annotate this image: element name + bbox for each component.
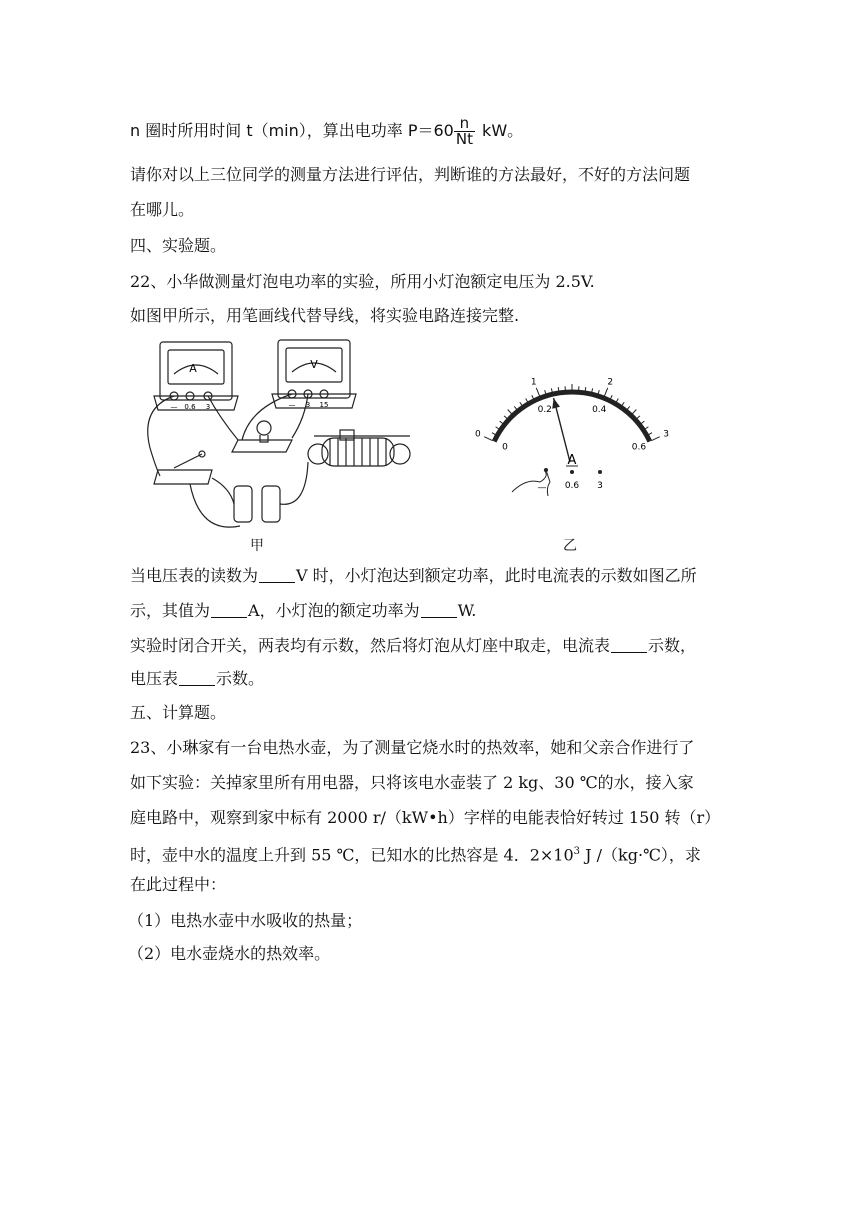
figure-caption-yi: 乙 — [563, 538, 577, 554]
dial-tick — [492, 433, 495, 435]
voltmeter-blank[interactable] — [179, 669, 215, 686]
dial-tick — [496, 427, 499, 429]
bulb — [257, 421, 271, 435]
voltmeter-term-1: 3 — [305, 401, 311, 409]
knife-switch — [154, 470, 212, 484]
dial-tick — [536, 388, 539, 396]
question-23-part-1: （1）电热水壶中水吸收的热量； — [128, 911, 363, 930]
q22e-text-b: 示数， — [648, 636, 697, 655]
ammeter-term-2: 3 — [205, 403, 211, 411]
evaluate-line-2: 在哪儿。 — [130, 200, 195, 219]
fraction-numerator: n — [454, 116, 475, 132]
ammeter-dial-figure — [475, 350, 670, 510]
dial-tick — [604, 388, 607, 396]
q22f-text-a: 电压表 — [130, 669, 179, 688]
q22d-text-c: W. — [457, 601, 477, 620]
dial-term-1: 0.6 — [564, 481, 580, 491]
circuit-apparatus-figure — [130, 338, 430, 538]
question-23-line-5: 在此过程中： — [130, 875, 227, 894]
dial-tick — [585, 387, 586, 391]
voltmeter-letter: V — [310, 358, 318, 371]
current-blank[interactable] — [211, 601, 247, 618]
section-heading-calculation: 五、计算题。 — [130, 703, 227, 722]
dial-top-label: 1 — [530, 377, 537, 388]
question-22-blank-line-1 — [130, 566, 697, 586]
figure-caption-jia: 甲 — [250, 538, 264, 554]
question-22-blank-line-2 — [130, 601, 476, 621]
ammeter-term-0: — — [170, 403, 178, 411]
ammeter-blank[interactable] — [611, 636, 647, 653]
q23d-text-b: J /（kg·℃），求 — [580, 845, 701, 865]
question-22-stem: 22、小华做测量灯泡电功率的实验，所用小灯泡额定电压为 2.5V. — [130, 272, 595, 291]
ammeter-base — [154, 396, 238, 410]
ammeter-letter: A — [189, 362, 197, 375]
q22c-text-a: 当电压表的读数为 — [130, 566, 259, 585]
dial-meter-letter: A — [567, 453, 577, 468]
dial-term-0: — — [537, 483, 547, 493]
dial-tick — [641, 421, 644, 423]
question-23-line-1: 23、小琳家有一台电热水壶，为了测量它烧水时的热效率，她和父亲合作进行了 — [130, 738, 695, 757]
dial-tick — [616, 399, 618, 402]
dial-tick — [484, 437, 492, 441]
dial-tick — [514, 406, 517, 409]
formula-line — [130, 116, 523, 147]
dial-bottom-label: 0.4 — [592, 405, 607, 416]
battery-1 — [234, 486, 252, 522]
rheostat-coil — [322, 438, 394, 466]
voltage-blank[interactable] — [259, 566, 295, 583]
question-23-part-2: （2）电水壶烧水的热效率。 — [128, 944, 331, 963]
dial-tick — [598, 390, 599, 394]
dial-tick — [645, 427, 648, 429]
dial-tick — [508, 409, 512, 413]
q22e-text-a: 实验时闭合开关，两表均有示数，然后将灯泡从灯座中取走，电流表 — [130, 636, 611, 655]
question-22-blank-line-4 — [130, 669, 264, 689]
dial-tick — [504, 416, 507, 419]
q23d-exponent: 3 — [573, 846, 581, 857]
question-23-line-3: 庭电路中，观察到家中标有 2000 r/（kW•h）字样的电能表恰好转过 150 转（r） — [130, 808, 721, 827]
q22d-text-b: A，小灯泡的额定功率为 — [248, 601, 420, 620]
question-22-blank-line-3 — [130, 636, 696, 656]
dial-top-label: 0 — [475, 429, 481, 440]
power-blank[interactable] — [421, 601, 457, 618]
dial-tick — [637, 416, 640, 419]
dial-tick — [627, 406, 630, 409]
voltmeter-term-2: 15 — [319, 401, 329, 409]
voltmeter-term-0: — — [288, 401, 296, 409]
dial-top-label: 3 — [663, 429, 669, 440]
dial-tick — [532, 395, 534, 399]
dial-tick — [652, 437, 660, 441]
dial-tick — [526, 399, 528, 402]
question-23-line-4 — [130, 842, 701, 865]
dial-bottom-label: 0.6 — [631, 442, 647, 453]
dial-tick — [551, 388, 552, 392]
question-22-instruction: 如图甲所示，用笔画线代替导线，将实验电路连接完整. — [130, 306, 520, 325]
dial-term-2: 3 — [597, 481, 603, 491]
dial-tick — [622, 402, 624, 405]
dial-tick — [520, 402, 522, 405]
dial-tick — [545, 390, 546, 394]
ammeter-term-1: 0.6 — [184, 403, 196, 411]
dial-tick — [632, 409, 636, 413]
battery-2 — [262, 486, 280, 522]
q22d-text-a: 示，其值为 — [130, 601, 211, 620]
evaluate-line-1: 请你对以上三位同学的测量方法进行评估，判断谁的方法最好，不好的方法问题 — [130, 165, 691, 184]
section-heading-experiment: 四、实验题。 — [130, 236, 227, 255]
dial-bottom-label: 0.2 — [537, 405, 552, 416]
formula-text-b: kW。 — [476, 121, 524, 140]
dial-tick — [649, 433, 652, 435]
dial-arc — [494, 392, 650, 441]
dial-terminal-3 — [598, 470, 602, 474]
dial-tick — [558, 387, 559, 391]
dial-tick — [610, 395, 612, 399]
q22f-text-b: 示数。 — [216, 669, 265, 688]
dial-tick — [500, 421, 503, 423]
q22c-text-b: V 时，小灯泡达到额定功率，此时电流表的示数如图乙所 — [296, 566, 697, 585]
q23d-text-a: 时，壶中水的温度上升到 55 ℃，已知水的比热容是 4．2×10 — [130, 845, 574, 865]
fraction-denominator: Nt — [455, 130, 473, 148]
dial-terminal-06 — [570, 470, 574, 474]
dial-top-label: 2 — [607, 377, 614, 388]
question-23-line-2: 如下实验：关掉家里所有用电器，只将该电水壶装了 2 kg、30 ℃的水，接入家 — [130, 773, 694, 792]
power-fraction — [454, 116, 475, 147]
dial-tick — [592, 388, 593, 392]
formula-text-a: n 圈时所用时间 t（min），算出电功率 P＝60 — [130, 121, 454, 140]
dial-bottom-label: 0 — [502, 442, 508, 453]
